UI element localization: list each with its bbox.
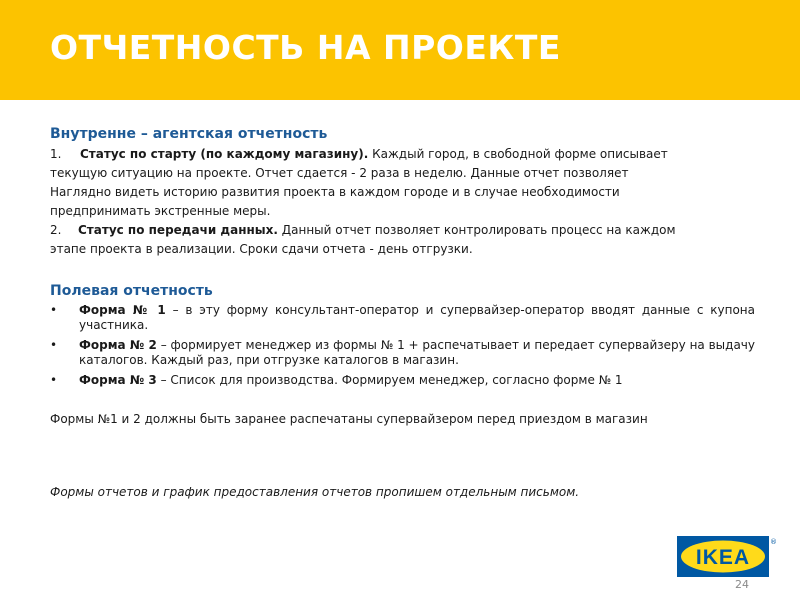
item-bold: Статус по передачи данных. (78, 223, 278, 237)
item-text: предпринимать экстренные меры. (50, 204, 271, 218)
closing-note: Формы отчетов и график предоставления отчетов пропишем отдельным письмом. (50, 485, 580, 499)
forms-note: Формы №1 и 2 должны быть заранее распечатаны супервайзером перед приездом в магазин (50, 412, 648, 426)
internal-reporting-heading: Внутренне – агентская отчетность (50, 126, 328, 142)
logo-text: IKEA (695, 546, 751, 569)
bullet-icon: • (50, 373, 58, 387)
item-text: текущую ситуацию на проекте. Отчет сдается - 2 раза в неделю. Данные отчет позволяет (50, 166, 629, 180)
list-item: • Форма № 3 – Список для производства. Формируем менеджер, согласно форме № 1 (50, 373, 623, 387)
field-forms-list (50, 303, 755, 388)
slide-content (50, 124, 755, 502)
item-text: Каждый город, в свободной форме описывает (368, 147, 668, 161)
list-item: • Форма № 1 – в эту форму консультант-оператор и супервайзер-оператор вводят данные с купона участника. (50, 303, 755, 332)
item-text: Данный отчет позволяет контролировать процесс на каждом (277, 223, 676, 237)
ikea-logo (677, 536, 776, 579)
slide-title: ОТЧЕТНОСТЬ НА ПРОЕКТЕ (50, 28, 561, 67)
item-text: этапе проекта в реализации. Сроки сдачи отчета - день отгрузки. (50, 242, 473, 256)
internal-item-2 (50, 221, 755, 259)
field-reporting-heading: Полевая отчетность (50, 283, 213, 299)
internal-item-1 (50, 145, 755, 221)
page-number: 24 (735, 578, 749, 591)
item-number: 2. (50, 223, 62, 237)
bullet-icon: • (50, 338, 58, 352)
item-number: 1. (50, 147, 62, 161)
list-item: • Форма № 2 – формирует менеджер из формы № 1 + распечатывает и передает супервайзеру на выдачу каталогов. Каждый раз, при отгрузке каталогов в магазин. (50, 338, 755, 367)
item-bold: Статус по старту (по каждому магазину). (80, 147, 369, 161)
item-text: Наглядно видеть историю развития проекта в каждом городе и в случае необходимости (50, 185, 620, 199)
header-bar (0, 0, 800, 100)
bullet-icon: • (50, 303, 58, 317)
registered-mark: ® (770, 538, 777, 546)
